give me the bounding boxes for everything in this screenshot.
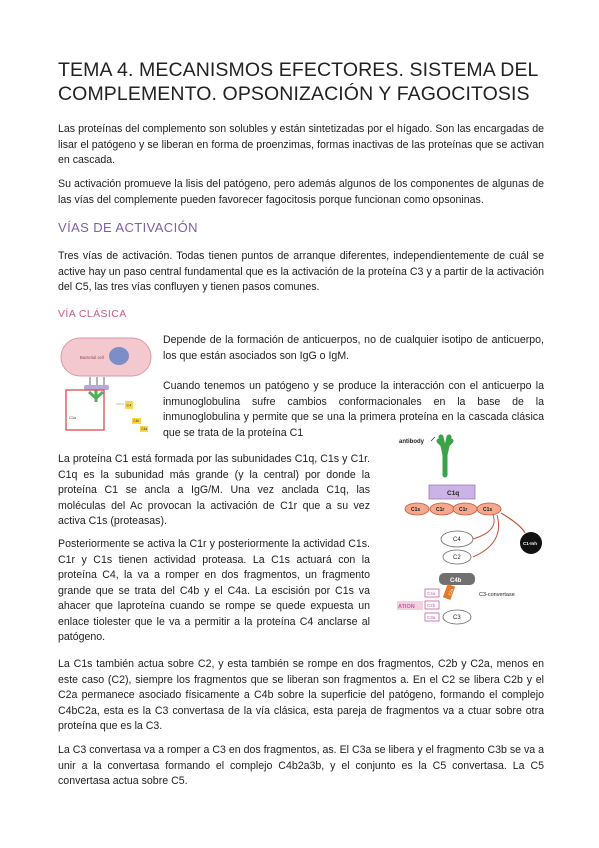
paragraph-activation: Su activación promueve la lisis del patógeno, pero además algunos de los componentes de algunas de las vías del complemente pueden favorecer fagocitosis porque funcionan como opsoninas.: [58, 178, 544, 206]
c1s-right-label: C1s: [483, 507, 493, 513]
page-title: TEMA 4. MECANISMOS EFECTORES. SISTEMA DEL COMPLEMENTO. OPSONIZACIÓN Y FAGOCITOSIS: [58, 59, 538, 105]
surface-antibodies: [90, 377, 104, 386]
c1r-left-label: C1r: [436, 507, 445, 513]
c4a-label: C4a: [427, 591, 436, 596]
paragraph-pathogen-interaction: Cuando tenemos un patógeno y se produce la interacción con el anticuerpo la inmunoglobulina sufre cambios conformacionales en la base de la inmunoglobulina y permite que se una la primera proteína en la cascada clásica que se trata de la proteína C1: [163, 380, 544, 439]
convertase-label: C3-convertase: [479, 592, 515, 598]
c1s-left-label: C1s: [411, 507, 421, 513]
c2a-label: C2a: [447, 588, 455, 597]
c1q-block: [84, 385, 109, 390]
paragraph-antibodies: Depende de la formación de anticuerpos, no de cualquier isotipo de anticuerpo, los que están asociados son IgG o IgM.: [163, 334, 544, 362]
cell-nucleus: [109, 347, 129, 365]
inhibition-line: [501, 513, 525, 533]
paragraph-c2-cleavage: La C1s también actua sobre C2, y esta también se rompe en dos fragmentos, C2b y C2a, menos en este caso (C2), siempre los fragmentos que se liberan son fragmentos a. En el C2 se libera C2b y el C2a permanece asociado físicamente a C4b sobre la superficie del patógeno, formando el complejo C4bC2a, esta es la C3 convertasa de la vía clásica, esta pareja de fragmentos va a ctuar sobre otra proteína que es la C3.: [58, 658, 544, 732]
paragraph-c3-convertase: La C3 convertasa va a romper a C3 en dos fragmentos, as. El C3a se libera y el fragmento C3b se va a unir a la convertasa formando el complejo C4b2a3b, y el conjunto es la C5 convertasa. La C5 convertasa actua sobre C5.: [58, 744, 544, 787]
classical-pathway-figure: [58, 334, 156, 434]
paragraph-c1r-c1s-activity: Posteriormente se activa la C1r y posteriormente la actividad C1s. C1r y C1s tienen actividad proteasa. La C1s actuará con la proteína C4, la va a romper en dos fragmentos, un fragmento grande que se trata del C4b y el C4a. La escisión por C1s va ahacer que laproteína cuando se rompe se quede expuesta un enlace tiolester que le va a permitir a la proteína C4 anclarse al patógeno.: [58, 538, 370, 643]
c1s-label: C1s: [69, 415, 77, 420]
c1-complex-figure: [397, 433, 543, 633]
subsection-heading-via-clasica: VÍA CLÁSICA: [58, 308, 127, 320]
c3a-label: C3a: [427, 615, 436, 620]
section-heading-vias: VÍAS DE ACTIVACIÓN: [58, 220, 198, 235]
c1q-label: C1q: [447, 490, 460, 497]
c2b-label: C2b: [427, 603, 436, 608]
cleave-arrow-c4: [473, 515, 494, 539]
ation-label: ATION: [398, 604, 415, 610]
antibody-icon: [439, 437, 451, 475]
c4b-label: C4b: [133, 419, 140, 424]
paragraph-c1-subunits: La proteína C1 está formada por las subunidades C1q, C1s y C1r. C1q es la subunidad más grande (y la central) por donde la proteína C1 se ancla a IgG/M. Una vez anclada C1q, las moléculas del Ac provocan la activación de C1r que a su vez activa C1s (proteasas).: [58, 453, 370, 527]
paragraph-intro: Las proteínas del complemento son solubles y están sintetizadas por el hígado. Son las encargadas de lisar el patógeno y se liberan en forma de proenzimas, formas inactivas de las proteínas que se activan en cascada.: [58, 123, 544, 166]
c3-label: C3: [453, 615, 461, 621]
c1r-right-label: C1r: [459, 507, 468, 513]
c4-label: C4: [453, 537, 461, 543]
bacterial-cell-shape: [61, 338, 151, 376]
c4-label: C4: [126, 403, 132, 408]
paragraph-three-pathways: Tres vías de activación. Todas tienen puntos de arranque diferentes, independientemente de cuál se active hay un paso central fundamental que es la activación de la proteína C3 y a partir de la activación del C5, las tres vías confluyen y tienen pasos comunes.: [58, 250, 544, 293]
antibody-green-icon: [89, 390, 103, 402]
antibody-pointer: [431, 437, 435, 441]
c2-label: C2: [453, 555, 461, 561]
cleave-arrow-c2: [473, 515, 499, 557]
c4b-label: C4b: [450, 578, 462, 584]
c4a-label: C4a: [141, 427, 148, 432]
antibody-label: antibody: [399, 439, 424, 445]
c1-inh-label: C1-Inh: [523, 541, 537, 546]
bacterial-cell-label: Bacterial cell: [80, 355, 104, 360]
